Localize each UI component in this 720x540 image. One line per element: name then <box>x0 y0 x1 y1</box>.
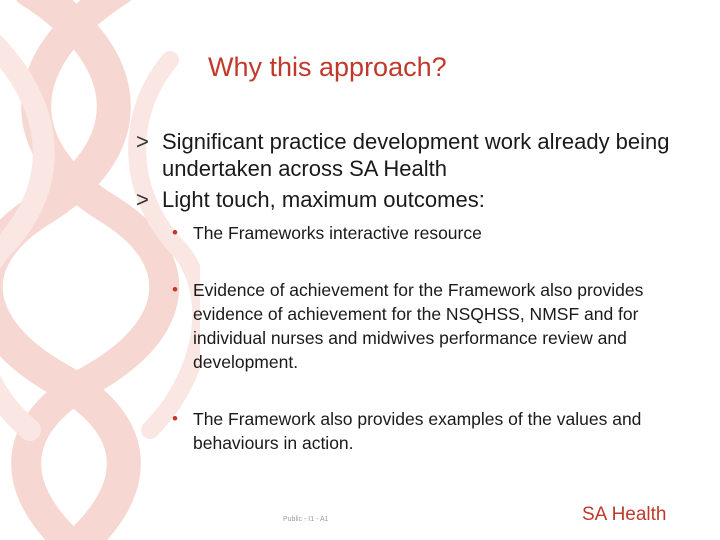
bullet-text: Light touch, maximum outcomes: <box>162 187 485 212</box>
bullet-text: Significant practice development work already being undertaken across SA Health <box>162 129 670 181</box>
bullet-dot-icon: • <box>172 409 178 428</box>
sub-bullet-text: Evidence of achievement for the Framework also provides evidence of achievement for the NSQHSS, NMSF and for individual nurses and midwives performance review and development. <box>193 280 644 372</box>
sub-bullet-text: The Frameworks interactive resource <box>193 223 482 243</box>
sub-bullet-item <box>168 221 696 245</box>
chevron-marker-icon: > <box>136 187 149 212</box>
sub-bullet-list <box>168 221 696 455</box>
bullet-dot-icon: • <box>172 280 178 299</box>
brand-wordmark: SA Health <box>582 504 667 525</box>
bullet-list <box>136 128 696 455</box>
slide-title: Why this approach? <box>208 52 447 82</box>
bullet-dot-icon: • <box>172 223 178 242</box>
bullet-item <box>136 128 696 182</box>
sub-bullet-item <box>168 407 696 455</box>
sub-bullet-item <box>168 278 696 374</box>
sub-bullet-text: The Framework also provides examples of the values and behaviours in action. <box>193 409 642 453</box>
chevron-marker-icon: > <box>136 129 149 154</box>
bullet-item <box>136 186 696 213</box>
classification-label: Public - I1 - A1 <box>283 516 329 523</box>
